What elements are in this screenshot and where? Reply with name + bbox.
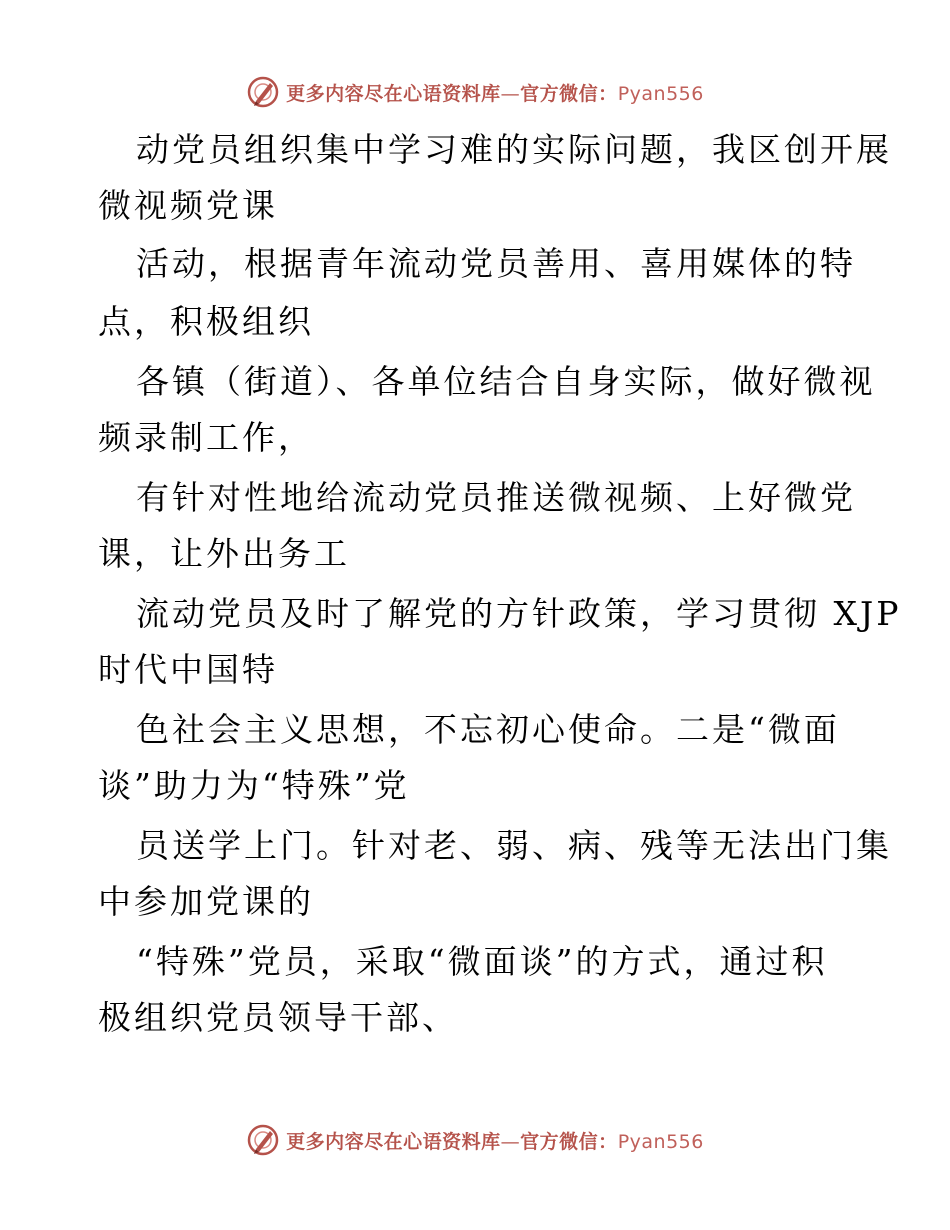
footer-watermark [0, 1120, 950, 1160]
body-line: 员送学上门。针对老、弱、病、残等无法出门集 [136, 826, 892, 865]
watermark-text [286, 1127, 704, 1154]
body-line: 有针对性地给流动党员推送微视频、上好微党 [136, 478, 856, 517]
body-line: 中参加党课的 [98, 882, 314, 921]
body-line: 频录制工作， [98, 418, 314, 457]
body-line: 动党员组织集中学习难的实际问题，我区创开展 [136, 130, 892, 169]
body-line: 活动，根据青年流动党员善用、喜用媒体的特 [136, 244, 856, 283]
watermark-account: Pyan556 [617, 1130, 704, 1153]
pen-logo-icon [246, 1123, 280, 1157]
watermark-official: 官方微信： [520, 82, 618, 105]
watermark-dash: — [500, 1130, 521, 1153]
pen-logo-icon [246, 75, 280, 109]
watermark-dash: — [500, 82, 521, 105]
body-line: 点，积极组织 [98, 302, 314, 341]
watermark-main: 更多内容尽在心语资料库 [286, 82, 501, 105]
body-line: 时代中国特 [98, 650, 278, 689]
body-line: 课，让外出务工 [98, 534, 350, 573]
header-watermark [0, 72, 950, 112]
body-line: 各镇（街道）、各单位结合自身实际，做好微视 [136, 362, 876, 401]
body-line: 谈”助力为“特殊”党 [98, 766, 410, 805]
watermark-text [286, 79, 704, 106]
watermark-account: Pyan556 [617, 82, 704, 105]
body-line: “特殊”党员，采取“微面谈”的方式，通过积 [136, 942, 828, 981]
watermark-official: 官方微信： [520, 1130, 618, 1153]
body-line: 极组织党员领导干部、 [98, 998, 458, 1037]
body-line: 微视频党课 [98, 186, 278, 225]
body-line: 色社会主义思想，不忘初心使命。二是“微面 [136, 710, 840, 749]
watermark-main: 更多内容尽在心语资料库 [286, 1130, 501, 1153]
body-line: 流动党员及时了解党的方针政策，学习贯彻 XJP [136, 594, 902, 633]
